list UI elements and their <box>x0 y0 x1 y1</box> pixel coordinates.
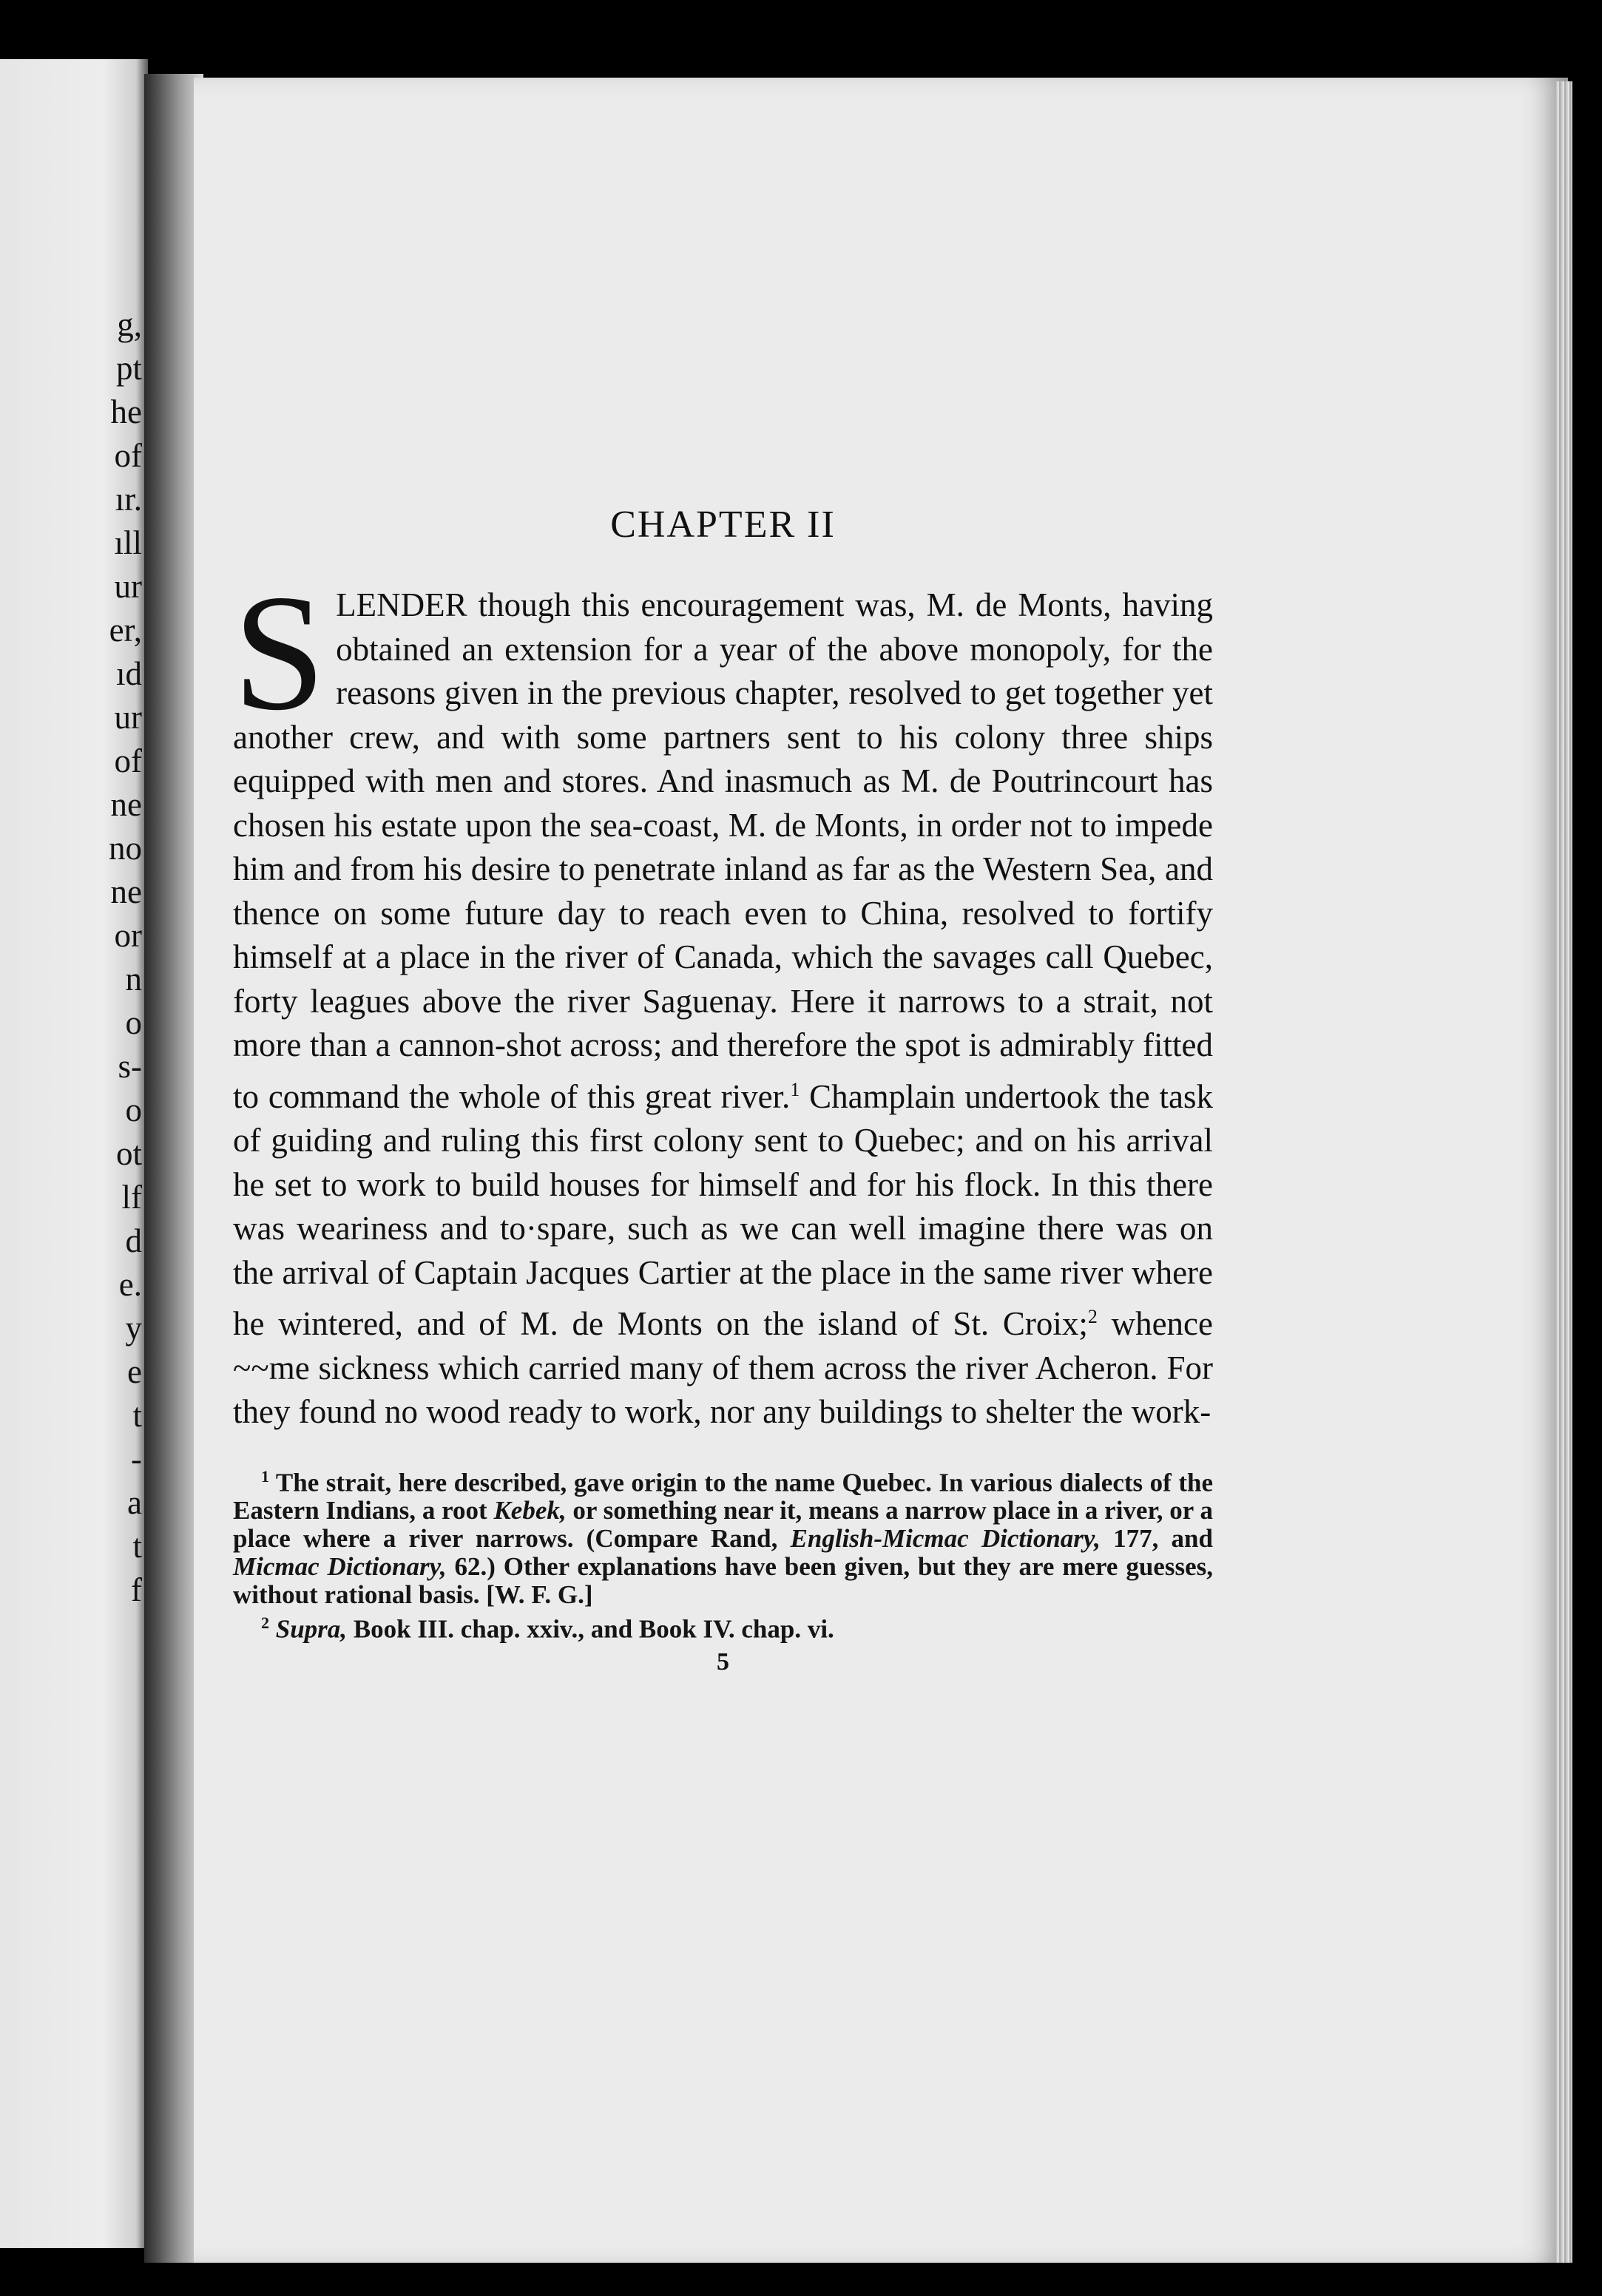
body-text-part-3: whence ~~me sickness which carried many of them across the river Acheron. For they found no wood ready to work, nor any buildings to shelter the work- <box>233 1305 1213 1430</box>
facing-page-text-fragment: er, <box>109 612 142 648</box>
facing-page-text-fragment: f <box>131 1571 142 1608</box>
footnotes <box>233 1463 1213 1644</box>
facing-page-text-fragment: of <box>114 742 142 779</box>
facing-page-text-fragment: pt <box>115 350 142 387</box>
facing-page-text-fragment: t <box>132 1397 142 1434</box>
facing-page-text-fragment: g, <box>117 306 142 343</box>
footnote-2-italic-supra: Supra, <box>275 1614 348 1644</box>
footnote-1-text: 177, and <box>1100 1524 1213 1554</box>
facing-page-text-fragment: lf <box>121 1179 142 1216</box>
chapter-body <box>233 560 1213 1435</box>
facing-page-text-fragment: - <box>131 1440 142 1477</box>
facing-page-text-fragment: d <box>125 1222 142 1259</box>
facing-page-text-fragment: ot <box>115 1135 142 1172</box>
footnote-1-text: The strait, here described, gave origin to the name Quebec. In various dialects of the Eastern Indians, a root <box>233 1468 1213 1525</box>
drop-cap: S <box>233 560 326 745</box>
footnote-1-marker: 1 <box>261 1466 269 1486</box>
facing-page-text-fragment: y <box>125 1310 142 1347</box>
facing-page-text-fragment: t <box>132 1528 142 1565</box>
facing-page-text-fragment: s- <box>118 1048 142 1085</box>
facing-page-text-fragment: e. <box>118 1266 142 1303</box>
footnote-1-italic-micmac: Micmac Dictionary, <box>233 1552 447 1582</box>
facing-page-text-fragment: ur <box>114 568 142 605</box>
footnote-2-marker: 2 <box>261 1613 269 1633</box>
facing-page-text-fragment: ur <box>114 699 142 736</box>
footnote-ref-1: 1 <box>790 1078 800 1100</box>
footnote-2 <box>233 1609 1213 1644</box>
footnote-1 <box>233 1463 1213 1610</box>
facing-page-text-fragment: or <box>114 917 142 954</box>
facing-page-text-fragment: ne <box>110 786 142 823</box>
page-number: 5 <box>717 1648 729 1676</box>
facing-page-text-fragment: he <box>110 393 142 430</box>
body-text-part-1: LENDER though this encouragement was, M. de Monts, having obtained an extension for a year of the above monopoly, for the reasons given in the previous chapter, resolved to get together yet another crew, and with some partners sent to his colony three ships equipped with men and stores. And inasmuch as M. de Poutrincourt has chosen his estate upon the sea-coast, M. de Monts, in order not to impede him and from his desire to penetrate inland as far as the Western Sea, and thence on some future day to reach even to China, resolved to fortify himself at a place in the river of Canada, which the savages call Quebec, forty leagues above the river Saguenay. Here it narrows to a strait, not more than a cannon-shot across; and therefore the spot is admirably fitted to command the whole of this great river. <box>233 586 1213 1115</box>
facing-page-text-fragment: ne <box>110 873 142 910</box>
facing-page-text-fragment: ıd <box>115 655 142 692</box>
facing-page-text-fragment: o <box>125 1091 142 1128</box>
chapter-title: CHAPTER II <box>610 504 836 546</box>
facing-page-edge <box>0 59 148 2248</box>
footnote-2-text: Book III. chap. xxiv., and Book IV. chap. vi. <box>347 1614 834 1644</box>
footnote-1-italic-kebek: Kebek, <box>493 1496 567 1525</box>
facing-page-text-fragment: e <box>127 1353 142 1390</box>
page-stack-edge <box>1556 81 1572 2263</box>
footnote-ref-2: 2 <box>1087 1306 1098 1327</box>
footnote-1-text: or something near it, means a narrow place in a river, or a place where a river narrows. (Compare Rand, <box>233 1496 1213 1554</box>
facing-page-text-fragment: ır. <box>115 481 142 518</box>
page-content <box>233 503 1213 1676</box>
footnote-1-text: 62.) Other explanations have been given, but they are mere guesses, without rational basis. [W. F. G.] <box>233 1552 1213 1610</box>
facing-page-text-fragment: o <box>125 1004 142 1041</box>
facing-page-text-fragment: no <box>109 830 142 867</box>
body-text-part-2: Champlain undertook the task of guiding and ruling this first colony sent to Quebec; and on his arrival he set to work to build houses for himself and for his flock. In this there was weariness and to·spare, such as we can well imagine there was on the arrival of Captain Jacques Cartier at the place in the same river where he wintered, and of M. de Monts on the island of St. Croix; <box>233 1077 1213 1342</box>
facing-page-text-fragment: of <box>114 437 142 474</box>
facing-page-text-fragment: ıll <box>114 524 142 561</box>
footnote-1-italic-english-micmac: English-Micmac Dictionary, <box>790 1524 1101 1554</box>
facing-page-text-fragment: n <box>125 961 142 998</box>
facing-page-text-fragment: a <box>127 1484 142 1521</box>
